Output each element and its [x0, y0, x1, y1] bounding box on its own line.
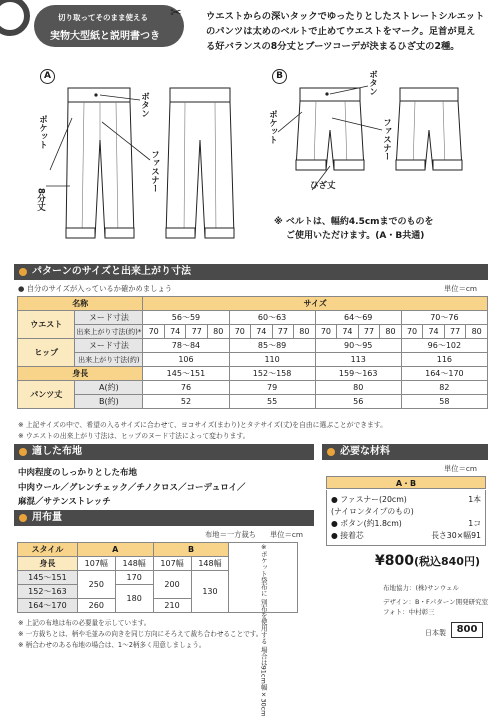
size-note-2: ※ ウエストの出来上がり寸法は、ヒップのヌード寸法によって変わります。: [18, 432, 250, 440]
header-style: スタイル: [18, 543, 78, 557]
cell: 148幅: [191, 557, 229, 571]
cell: 79: [229, 381, 315, 395]
price-value: ¥800: [375, 553, 414, 569]
cell: 77: [272, 325, 294, 339]
description-line: ウエストからの深いタックでゆったりとしたストレートシルエット: [206, 11, 485, 22]
pattern-number: 800: [451, 622, 483, 638]
fabric-section-title-text: 適した布地: [32, 446, 82, 457]
cell: 159〜163: [315, 367, 401, 381]
size-note-1: ※ 上記サイズの中で、希望の入るサイズに合わせて、ヨコサイズ(まわり)とタテサイズ(丈)を自由に選ぶことができます。: [18, 421, 387, 429]
bullet-icon: [19, 514, 27, 522]
badge-line-1: 切り取ってそのまま使える: [58, 13, 148, 22]
material-qty: 長さ30×幅91: [431, 531, 481, 540]
table-row: [18, 325, 488, 339]
label-a-length: 8分丈: [35, 188, 46, 211]
cell: 56〜59: [143, 311, 229, 325]
yardage-note-3: ※ 柄合わせのある布地の場合は、1〜2柄多く用意しましょう。: [18, 641, 206, 649]
cell: 74: [337, 325, 359, 339]
cell: 78〜84: [143, 339, 229, 353]
made-in: 日本製: [425, 629, 446, 637]
materials-col-header: A・B: [326, 476, 486, 489]
cell: 77: [186, 325, 208, 339]
list-item: [331, 506, 481, 518]
cell: 60〜63: [229, 311, 315, 325]
fabric-line-1: 中肉程度のしっかりとした布地: [18, 468, 138, 478]
cell: 82: [401, 381, 487, 395]
cell: 76: [143, 381, 229, 395]
pants-a-front: [66, 88, 134, 238]
size-section-title: [14, 264, 488, 280]
row-length-b: B(約): [75, 395, 143, 409]
cell: 164〜170: [401, 367, 487, 381]
fabric-section-title: [14, 444, 314, 460]
cell: 130: [191, 571, 229, 613]
header-size: サイズ: [143, 297, 488, 311]
material-qty: 1コ: [468, 519, 481, 528]
size-subtitle: ● 自分のサイズが入っているか確かめましょう: [18, 284, 173, 293]
cell: 145〜151: [18, 571, 78, 585]
pants-b-back: [396, 88, 462, 170]
corner-circle: [0, 0, 30, 36]
row-pants-length: パンツ丈: [18, 381, 75, 409]
cell: 107幅: [77, 557, 115, 571]
badge-line-2: 実物大型紙と説明書つき: [50, 31, 160, 42]
cell: 148幅: [115, 557, 153, 571]
cell: 90〜95: [315, 339, 401, 353]
cell: 113: [315, 353, 401, 367]
cell: 116: [401, 353, 487, 367]
cell: 80: [294, 325, 316, 339]
cell: 55: [229, 395, 315, 409]
yardage-note-1: ※ 上記の布地は布の必要量を示しています。: [18, 619, 151, 627]
variant-b-marker: B: [272, 69, 287, 84]
materials-unit: 単位＝cm: [444, 464, 478, 473]
cell: 250: [77, 571, 115, 599]
table-row: [18, 367, 488, 381]
row-hip-finished: 出来上がり寸法(約): [75, 353, 143, 367]
cell: 110: [229, 353, 315, 367]
cell: 260: [77, 599, 115, 613]
pants-a-back: [166, 88, 234, 238]
belt-note-line: ご使用いただけます。(A・B共通): [286, 231, 425, 241]
material-qty: 1本: [468, 495, 481, 504]
row-waist-finished: 出来上がり寸法(約)*: [75, 325, 143, 339]
cell: 80: [466, 325, 488, 339]
table-row: [18, 381, 488, 395]
description-line: のパンツは太めのベルトで止めてウエストをマーク。足首が見え: [206, 26, 476, 37]
cell: 85〜89: [229, 339, 315, 353]
price: [375, 553, 480, 569]
row-length-a: A(約): [75, 381, 143, 395]
header-b: B: [153, 543, 229, 557]
label-a-zipper: ファスナー: [149, 150, 160, 193]
label-b-button: ボタン: [367, 70, 378, 96]
price-tax: (税込840円): [413, 555, 480, 568]
label-a-button: ボタン: [139, 92, 150, 118]
table-row: [18, 353, 488, 367]
cell: 106: [143, 353, 229, 367]
yardage-section-title-text: 用布量: [32, 512, 62, 523]
material-name: ● 接着芯: [331, 531, 364, 540]
label-a-pocket: ポケット: [37, 115, 48, 149]
size-subtitle-text: 自分のサイズが入っているか確かめましょう: [26, 284, 173, 293]
size-unit: 単位＝cm: [444, 284, 478, 293]
fabric-line-2: 中肉ウール／グレンチェック／チノクロス／コーデュロイ／: [18, 483, 246, 493]
yardage-note-2: ※ 一方裁ちとは、柄や毛並みの向きを同じ方向にそろえて裁ち合わせることです。: [18, 630, 263, 638]
yardage-layout: 布地＝一方裁ち: [205, 530, 257, 539]
table-row: [18, 311, 488, 325]
label-b-zipper: ファスナー: [381, 118, 392, 161]
list-item: [331, 494, 481, 506]
cell: 200: [153, 571, 191, 599]
material-name: ● ファスナー(20cm): [331, 495, 407, 504]
belt-note: [274, 215, 434, 243]
cell: 74: [251, 325, 273, 339]
pocket-note-line: 別布を使用する: [259, 598, 268, 645]
pocket-note: [229, 543, 298, 717]
cell: 152〜163: [18, 585, 78, 599]
label-b-length: ひざ丈: [310, 181, 336, 191]
cell: 96〜102: [401, 339, 487, 353]
cell: 52: [143, 395, 229, 409]
materials-section-title-text: 必要な材料: [340, 446, 390, 457]
cell: 180: [115, 585, 153, 613]
list-item: [331, 530, 481, 542]
credit-photo: フォト：中村彰三: [383, 608, 435, 616]
size-table: [17, 296, 488, 409]
cell: 152〜158: [229, 367, 315, 381]
header-name: 名称: [18, 297, 143, 311]
materials-list: [326, 490, 486, 546]
fabric-line-3: 麻混／サテンストレッチ: [18, 497, 111, 507]
cell: 70: [401, 325, 423, 339]
bullet-icon: [327, 448, 335, 456]
cell: 58: [401, 395, 487, 409]
cell: 80: [207, 325, 229, 339]
variant-a-marker: A: [40, 69, 55, 84]
yardage-section-title: [14, 510, 314, 526]
cell: 74: [423, 325, 445, 339]
table-row: [18, 395, 488, 409]
materials-section-title: [322, 444, 488, 460]
belt-note-line: ※ ベルトは、幅約4.5cmまでのものを: [274, 217, 434, 227]
cell: 74: [164, 325, 186, 339]
cell: 77: [444, 325, 466, 339]
label-b-pocket: ポケット: [267, 110, 278, 144]
cell: 164〜170: [18, 599, 78, 613]
credit-design: デザイン：B・Fパターン開発研究室: [383, 598, 489, 606]
cell: 145〜151: [143, 367, 229, 381]
cell: 77: [358, 325, 380, 339]
pocket-note-line: ※ポケット袋布に: [259, 543, 268, 597]
cell: 70: [229, 325, 251, 339]
cell: 170: [115, 571, 153, 585]
bullet-icon: [19, 268, 27, 276]
credit-fabric: 布地協力：(株)サンウェル: [383, 584, 459, 592]
material-name: (ナイロンタイプのもの): [331, 507, 414, 516]
cell: 70: [143, 325, 165, 339]
table-row: [18, 543, 298, 557]
row-waist-nude: ヌード寸法: [75, 311, 143, 325]
cell: 210: [153, 599, 191, 613]
size-section-title-text: パターンのサイズと出来上がり寸法: [32, 266, 191, 277]
table-row: [18, 339, 488, 353]
list-item: [331, 518, 481, 530]
cell: 64〜69: [315, 311, 401, 325]
header-a: A: [77, 543, 153, 557]
bullet-icon: [19, 448, 27, 456]
cell: 70: [315, 325, 337, 339]
pants-b-front: [296, 88, 364, 170]
cell: 107幅: [153, 557, 191, 571]
description-line: る好バランスの8分丈とブーツコーデが決まるひざ丈の2種。: [206, 41, 460, 52]
row-hip-nude: ヌード寸法: [75, 339, 143, 353]
cell: 70〜76: [401, 311, 487, 325]
material-name: ● ボタン(約1.8cm): [331, 519, 402, 528]
scissors-icon: ✂: [170, 5, 182, 21]
header-height: 身長: [18, 557, 78, 571]
row-waist: ウエスト: [18, 311, 75, 339]
row-hip: ヒップ: [18, 339, 75, 367]
row-height: 身長: [18, 367, 143, 381]
cell: 80: [315, 381, 401, 395]
pocket-note-line: 場合は91cm幅×30cm: [259, 646, 268, 717]
cell: 56: [315, 395, 401, 409]
yardage-unit: 単位＝cm: [270, 530, 304, 539]
cell: 80: [380, 325, 402, 339]
table-row: [18, 297, 488, 311]
description: [206, 9, 496, 54]
